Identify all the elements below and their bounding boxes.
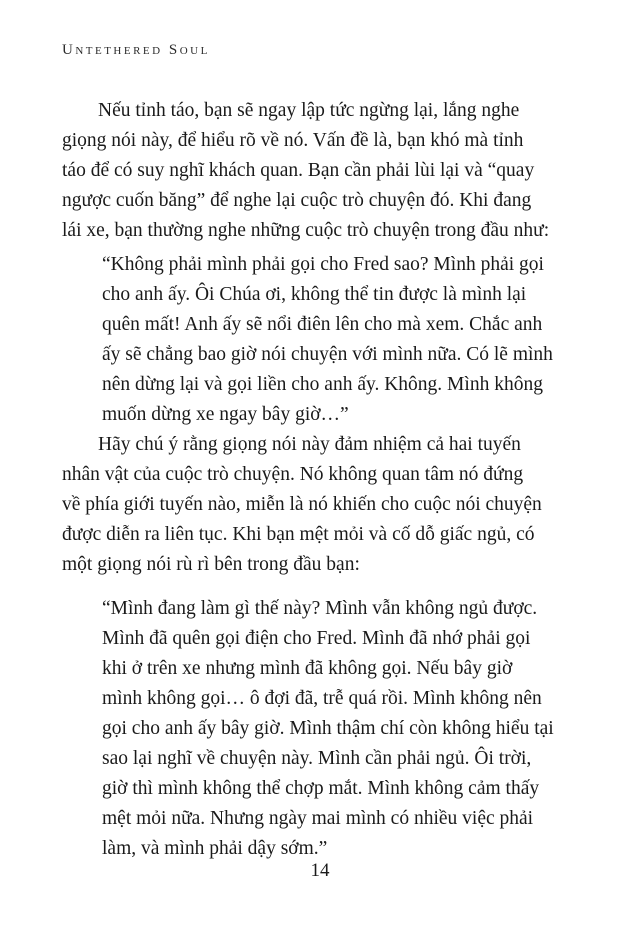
paragraph-2 bbox=[62, 430, 582, 580]
quote-line: làm, và mình phải dậy sớm.” bbox=[102, 838, 328, 859]
paragraph-1 bbox=[62, 96, 582, 246]
quote-line: “Mình đang làm gì thế này? Mình vẫn không ngủ được. bbox=[102, 598, 538, 619]
paragraph-line: được diễn ra liên tục. Khi bạn mệt mỏi và cố dỗ giấc ngủ, có bbox=[62, 524, 535, 545]
paragraph-line: một giọng nói rù rì bên trong đầu bạn: bbox=[62, 554, 360, 575]
paragraph-line: táo để có suy nghĩ khách quan. Bạn cần phải lùi lại và “quay bbox=[62, 160, 535, 181]
running-head: Untethered Soul bbox=[62, 42, 210, 58]
quote-line: khi ở trên xe nhưng mình đã không gọi. Nếu bây giờ bbox=[102, 658, 513, 679]
page-number: 14 bbox=[310, 860, 330, 881]
quote-line: mình không gọi… ô đợi đã, trễ quá rồi. Mình không nên bbox=[102, 688, 542, 709]
quote-block-2 bbox=[102, 594, 580, 864]
paragraph-line: giọng nói này, để hiểu rõ về nó. Vấn đề là, bạn khó mà tỉnh bbox=[62, 130, 524, 151]
paragraph-line: Hãy chú ý rằng giọng nói này đảm nhiệm cả hai tuyến bbox=[98, 434, 521, 455]
quote-line: quên mất! Anh ấy sẽ nổi điên lên cho mà xem. Chắc anh bbox=[102, 314, 543, 335]
paragraph-line: về phía giới tuyến nào, miễn là nó khiến cho cuộc nói chuyện bbox=[62, 494, 542, 515]
paragraph-line: nhân vật của cuộc trò chuyện. Nó không quan tâm nó đứng bbox=[62, 464, 524, 485]
quote-line: giờ thì mình không thể chợp mắt. Mình không cảm thấy bbox=[102, 778, 540, 799]
quote-line: ấy sẽ chẳng bao giờ nói chuyện với mình nữa. Có lẽ mình bbox=[102, 344, 553, 365]
quote-block-1 bbox=[102, 250, 580, 430]
quote-line: cho anh ấy. Ôi Chúa ơi, không thể tin được là mình lại bbox=[102, 284, 527, 305]
quote-line: sao lại nghĩ về chuyện này. Mình cần phải ngủ. Ôi trời, bbox=[102, 748, 532, 769]
quote-line: Mình đã quên gọi điện cho Fred. Mình đã nhớ phải gọi bbox=[102, 628, 531, 649]
quote-line: muốn dừng xe ngay bây giờ…” bbox=[102, 404, 349, 425]
paragraph-line: ngược cuốn băng” để nghe lại cuộc trò chuyện đó. Khi đang bbox=[62, 190, 532, 211]
quote-line: nên dừng lại và gọi liền cho anh ấy. Không. Mình không bbox=[102, 374, 543, 395]
paragraph-line: Nếu tỉnh táo, bạn sẽ ngay lập tức ngừng lại, lắng nghe bbox=[98, 100, 520, 121]
paragraph-line: lái xe, bạn thường nghe những cuộc trò chuyện trong đầu như: bbox=[62, 220, 550, 241]
quote-line: “Không phải mình phải gọi cho Fred sao? Mình phải gọi bbox=[102, 254, 544, 275]
quote-line: mệt mỏi nữa. Nhưng ngày mai mình có nhiều việc phải bbox=[102, 808, 534, 829]
quote-line: gọi cho anh ấy bây giờ. Mình thậm chí còn không hiểu tại bbox=[102, 718, 554, 739]
